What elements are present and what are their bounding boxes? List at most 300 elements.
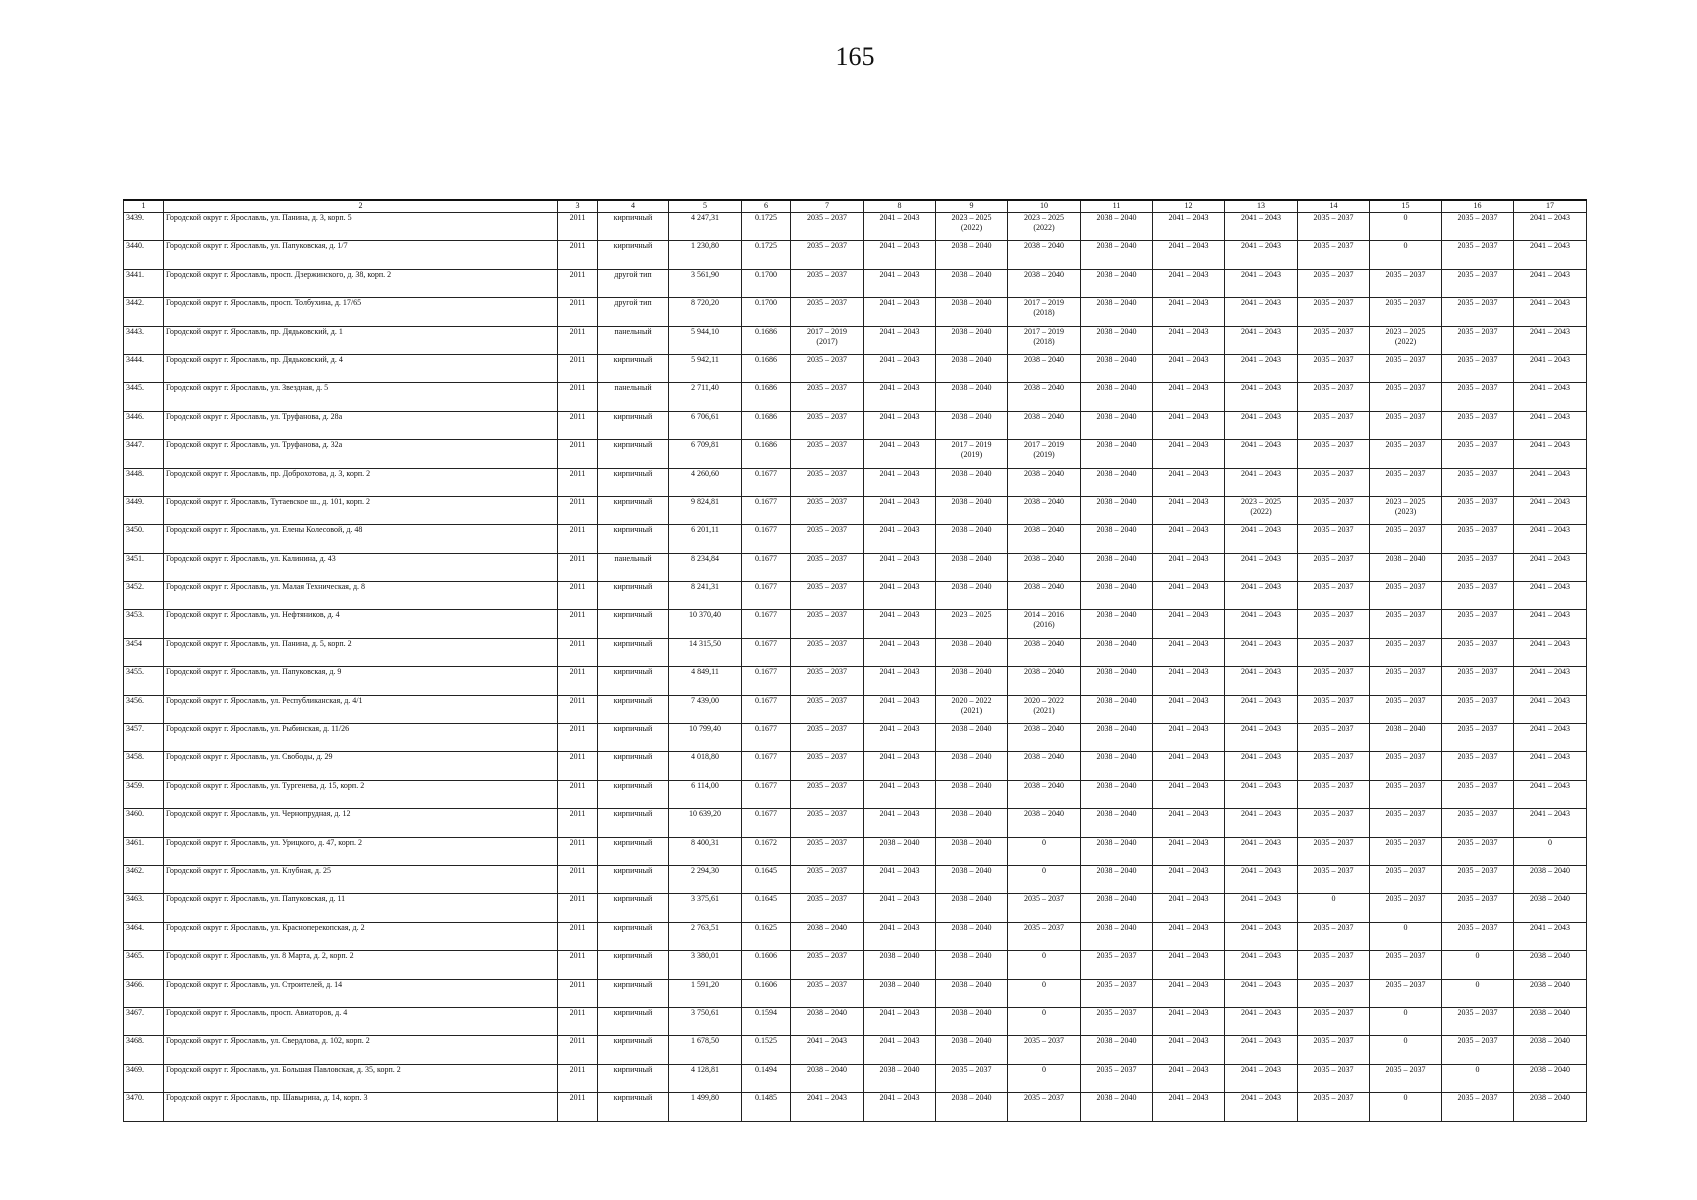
address-cell: Городской округ г. Ярославль, ул. Звездная, д. 5 [164, 383, 558, 411]
data-cell: 2041 – 2043 [1153, 610, 1225, 638]
data-cell: 2038 – 2040 [1008, 525, 1081, 553]
data-cell: 2041 – 2043 [864, 496, 936, 524]
data-cell: 2041 – 2043 [864, 326, 936, 354]
data-cell: 2038 – 2040 [1081, 383, 1153, 411]
data-cell: 2041 – 2043 [1153, 1064, 1225, 1092]
table-row [124, 582, 1587, 610]
table-row [124, 1064, 1587, 1092]
data-cell: 2035 – 2037 [1442, 525, 1514, 553]
data-cell: кирпичный [598, 1007, 669, 1035]
data-cell: 2038 – 2040 [1081, 1093, 1153, 1121]
data-cell: 2035 – 2037 [791, 752, 864, 780]
data-cell: 2038 – 2040 [1081, 298, 1153, 326]
data-cell: 2035 – 2037 [1370, 638, 1442, 666]
data-cell: 2038 – 2040 [1514, 1093, 1587, 1121]
data-cell: кирпичный [598, 468, 669, 496]
data-cell: 2035 – 2037 [791, 610, 864, 638]
data-cell: 2041 – 2043 [1225, 354, 1298, 382]
data-cell: 2038 – 2040 [1081, 582, 1153, 610]
data-cell: 2041 – 2043 [864, 582, 936, 610]
data-cell: 2035 – 2037 [791, 383, 864, 411]
table-row [124, 213, 1587, 241]
data-cell: 2011 [558, 241, 598, 269]
data-cell: 2041 – 2043 [1225, 269, 1298, 297]
data-cell: 2035 – 2037 [1081, 1007, 1153, 1035]
data-cell: 2038 – 2040 [1081, 610, 1153, 638]
data-cell: 2041 – 2043 [1225, 865, 1298, 893]
data-cell: 2041 – 2043 [1225, 1093, 1298, 1121]
data-cell: 2011 [558, 553, 598, 581]
data-cell: 2041 – 2043 [1225, 724, 1298, 752]
data-cell: 2038 – 2040 [936, 582, 1008, 610]
data-cell: кирпичный [598, 241, 669, 269]
data-cell: 2035 – 2037 [1442, 383, 1514, 411]
data-cell: 2038 – 2040 [1081, 724, 1153, 752]
data-cell: 0.1677 [742, 468, 791, 496]
data-cell: 2035 – 2037 [1298, 610, 1370, 638]
data-cell: 2014 – 2016 (2016) [1008, 610, 1081, 638]
data-cell: 2038 – 2040 [936, 724, 1008, 752]
column-header-8: 8 [864, 200, 936, 213]
data-cell: 0.1594 [742, 1007, 791, 1035]
data-cell: 0 [1442, 1064, 1514, 1092]
data-cell: 2041 – 2043 [864, 809, 936, 837]
data-cell: 0.1686 [742, 383, 791, 411]
data-cell: 2035 – 2037 [1370, 894, 1442, 922]
address-cell: Городской округ г. Ярославль, ул. Папуковская, д. 9 [164, 667, 558, 695]
data-cell: 2038 – 2040 [1081, 213, 1153, 241]
data-cell: 0.1677 [742, 695, 791, 723]
data-cell: 2035 – 2037 [1298, 269, 1370, 297]
data-cell: 2038 – 2040 [1081, 894, 1153, 922]
data-cell: 0 [1008, 865, 1081, 893]
data-cell: 2035 – 2037 [1442, 582, 1514, 610]
data-cell: 2035 – 2037 [1442, 695, 1514, 723]
data-cell: 2011 [558, 496, 598, 524]
data-cell: 2011 [558, 1007, 598, 1035]
data-cell: 0.1494 [742, 1064, 791, 1092]
address-cell: Городской округ г. Ярославль, ул. Тургенева, д. 15, корп. 2 [164, 780, 558, 808]
data-cell: 2041 – 2043 [1153, 354, 1225, 382]
data-cell: 2011 [558, 582, 598, 610]
data-cell: 2035 – 2037 [791, 865, 864, 893]
data-cell: 2035 – 2037 [791, 411, 864, 439]
data-cell: 0.1625 [742, 922, 791, 950]
data-cell: кирпичный [598, 979, 669, 1007]
data-cell: 6 709,81 [669, 440, 742, 468]
data-cell: 0.1700 [742, 269, 791, 297]
data-cell: 2038 – 2040 [1008, 780, 1081, 808]
data-cell: 2041 – 2043 [1514, 496, 1587, 524]
data-cell: 2041 – 2043 [1225, 1007, 1298, 1035]
data-cell: 2041 – 2043 [864, 1007, 936, 1035]
data-cell: 2023 – 2025 (2022) [1225, 496, 1298, 524]
row-number-cell: 3456. [124, 695, 164, 723]
row-number-cell: 3451. [124, 553, 164, 581]
data-cell: 2041 – 2043 [864, 865, 936, 893]
data-cell: 2035 – 2037 [1370, 468, 1442, 496]
data-cell: 2038 – 2040 [936, 383, 1008, 411]
data-cell: 0.1677 [742, 610, 791, 638]
row-number-cell: 3442. [124, 298, 164, 326]
data-cell: 2035 – 2037 [791, 496, 864, 524]
data-cell: 6 706,61 [669, 411, 742, 439]
column-header-4: 4 [598, 200, 669, 213]
data-cell: 0.1606 [742, 951, 791, 979]
data-cell: 2035 – 2037 [1442, 1007, 1514, 1035]
data-cell: 2011 [558, 411, 598, 439]
row-number-cell: 3466. [124, 979, 164, 1007]
data-cell: 0 [1370, 1007, 1442, 1035]
data-cell: 2035 – 2037 [1442, 440, 1514, 468]
data-cell: 2041 – 2043 [1153, 865, 1225, 893]
row-number-cell: 3443. [124, 326, 164, 354]
data-cell: 2038 – 2040 [1008, 809, 1081, 837]
data-cell: кирпичный [598, 411, 669, 439]
data-cell: 0 [1514, 837, 1587, 865]
data-cell: 2035 – 2037 [1298, 780, 1370, 808]
data-cell: 2035 – 2037 [1298, 241, 1370, 269]
row-number-cell: 3467. [124, 1007, 164, 1035]
row-number-cell: 3464. [124, 922, 164, 950]
data-cell: 2035 – 2037 [1298, 1036, 1370, 1064]
data-cell: 2035 – 2037 [1442, 610, 1514, 638]
data-cell: 0.1672 [742, 837, 791, 865]
data-cell: 0 [1442, 979, 1514, 1007]
row-number-cell: 3444. [124, 354, 164, 382]
data-cell: 2023 – 2025 (2022) [1008, 213, 1081, 241]
data-cell: 10 639,20 [669, 809, 742, 837]
data-cell: 0.1686 [742, 440, 791, 468]
row-number-cell: 3448. [124, 468, 164, 496]
data-cell: 2041 – 2043 [1225, 468, 1298, 496]
data-cell: 2041 – 2043 [1153, 979, 1225, 1007]
data-cell: 2011 [558, 894, 598, 922]
data-cell: панельный [598, 383, 669, 411]
data-cell: 2011 [558, 979, 598, 1007]
data-cell: 2041 – 2043 [1225, 695, 1298, 723]
data-cell: 2035 – 2037 [1298, 553, 1370, 581]
table-row [124, 298, 1587, 326]
data-cell: кирпичный [598, 695, 669, 723]
data-cell: 2038 – 2040 [936, 837, 1008, 865]
data-cell: 2035 – 2037 [1442, 354, 1514, 382]
data-cell: 2038 – 2040 [936, 752, 1008, 780]
row-number-cell: 3450. [124, 525, 164, 553]
data-cell: 2041 – 2043 [1514, 582, 1587, 610]
data-cell: 2041 – 2043 [1153, 496, 1225, 524]
data-cell: 2041 – 2043 [1153, 809, 1225, 837]
data-cell: 2035 – 2037 [1442, 496, 1514, 524]
address-cell: Городской округ г. Ярославль, ул. Свободы, д. 29 [164, 752, 558, 780]
data-cell: 2035 – 2037 [791, 269, 864, 297]
column-header-6: 6 [742, 200, 791, 213]
row-number-cell: 3455. [124, 667, 164, 695]
data-cell: 2041 – 2043 [864, 269, 936, 297]
data-cell: 2041 – 2043 [1225, 979, 1298, 1007]
data-cell: 2035 – 2037 [1298, 496, 1370, 524]
data-cell: 8 241,31 [669, 582, 742, 610]
data-cell: 2020 – 2022 (2021) [936, 695, 1008, 723]
data-cell: 2035 – 2037 [936, 1064, 1008, 1092]
column-header-14: 14 [1298, 200, 1370, 213]
data-cell: 2038 – 2040 [1370, 724, 1442, 752]
data-cell: 2038 – 2040 [1008, 354, 1081, 382]
data-cell: 2041 – 2043 [864, 922, 936, 950]
data-cell: 2038 – 2040 [1008, 724, 1081, 752]
data-cell: 2041 – 2043 [864, 780, 936, 808]
address-cell: Городской округ г. Ярославль, пр. Шавырина, д. 14, корп. 3 [164, 1093, 558, 1121]
data-cell: 2041 – 2043 [1153, 667, 1225, 695]
data-cell: 2023 – 2025 [936, 610, 1008, 638]
row-number-cell: 3459. [124, 780, 164, 808]
address-cell: Городской округ г. Ярославль, ул. Панина, д. 3, корп. 5 [164, 213, 558, 241]
data-cell: 2035 – 2037 [1370, 752, 1442, 780]
data-cell: 10 370,40 [669, 610, 742, 638]
data-cell: 2038 – 2040 [936, 525, 1008, 553]
data-cell: 2041 – 2043 [864, 525, 936, 553]
address-cell: Городской округ г. Ярославль, ул. Малая Техническая, д. 8 [164, 582, 558, 610]
data-cell: 2041 – 2043 [1514, 525, 1587, 553]
data-cell: 2041 – 2043 [864, 894, 936, 922]
data-cell: 2035 – 2037 [791, 553, 864, 581]
data-cell: 2035 – 2037 [791, 951, 864, 979]
data-cell: 2038 – 2040 [936, 496, 1008, 524]
data-cell: 2038 – 2040 [936, 411, 1008, 439]
data-cell: 2035 – 2037 [791, 667, 864, 695]
data-cell: 2038 – 2040 [1081, 354, 1153, 382]
data-cell: 2038 – 2040 [1081, 326, 1153, 354]
table-row [124, 1007, 1587, 1035]
data-cell: 2038 – 2040 [936, 326, 1008, 354]
data-cell: 0 [1442, 951, 1514, 979]
data-cell: 0.1725 [742, 241, 791, 269]
data-cell: 0.1645 [742, 894, 791, 922]
data-cell: 2035 – 2037 [791, 298, 864, 326]
data-cell: 2038 – 2040 [936, 894, 1008, 922]
address-cell: Городской округ г. Ярославль, пр. Дядьковский, д. 1 [164, 326, 558, 354]
data-cell: 2011 [558, 354, 598, 382]
table-row [124, 553, 1587, 581]
data-cell: 2041 – 2043 [1514, 724, 1587, 752]
data-cell: 2035 – 2037 [1370, 298, 1442, 326]
table-row [124, 496, 1587, 524]
data-cell: 2035 – 2037 [791, 582, 864, 610]
data-cell: 2035 – 2037 [1442, 638, 1514, 666]
data-cell: 2035 – 2037 [1298, 383, 1370, 411]
data-cell: 2035 – 2037 [1081, 1064, 1153, 1092]
data-cell: 2038 – 2040 [936, 241, 1008, 269]
address-cell: Городской округ г. Ярославль, ул. Папуковская, д. 11 [164, 894, 558, 922]
data-cell: 2035 – 2037 [1298, 638, 1370, 666]
data-cell: 2038 – 2040 [1081, 468, 1153, 496]
data-cell: 2035 – 2037 [1370, 354, 1442, 382]
data-cell: 0.1677 [742, 667, 791, 695]
row-number-cell: 3447. [124, 440, 164, 468]
data-cell: 2035 – 2037 [1298, 667, 1370, 695]
data-cell: 2041 – 2043 [864, 1036, 936, 1064]
data-cell: 2035 – 2037 [1442, 241, 1514, 269]
data-cell: 2017 – 2019 (2018) [1008, 326, 1081, 354]
data-cell: 2041 – 2043 [864, 241, 936, 269]
data-cell: 2020 – 2022 (2021) [1008, 695, 1081, 723]
data-cell: 2041 – 2043 [1225, 837, 1298, 865]
data-cell: 2041 – 2043 [1153, 780, 1225, 808]
column-header-9: 9 [936, 200, 1008, 213]
data-cell: 2035 – 2037 [791, 525, 864, 553]
data-cell: 2041 – 2043 [1153, 468, 1225, 496]
data-cell: 2011 [558, 865, 598, 893]
data-cell: 2038 – 2040 [1008, 553, 1081, 581]
table-row [124, 809, 1587, 837]
data-cell: 2041 – 2043 [1153, 383, 1225, 411]
data-cell: 2041 – 2043 [1514, 269, 1587, 297]
address-cell: Городской округ г. Ярославль, пр. Дядьковский, д. 4 [164, 354, 558, 382]
data-cell: 2041 – 2043 [1153, 582, 1225, 610]
column-header-15: 15 [1370, 200, 1442, 213]
data-cell: кирпичный [598, 496, 669, 524]
data-cell: 2038 – 2040 [1514, 951, 1587, 979]
data-cell: 2038 – 2040 [936, 951, 1008, 979]
row-number-cell: 3439. [124, 213, 164, 241]
column-header-17: 17 [1514, 200, 1587, 213]
data-cell: 2041 – 2043 [864, 213, 936, 241]
data-cell: 2041 – 2043 [1514, 695, 1587, 723]
data-cell: 2041 – 2043 [791, 1036, 864, 1064]
data-cell: 2041 – 2043 [1225, 213, 1298, 241]
data-cell: 2041 – 2043 [1225, 610, 1298, 638]
data-cell: 2035 – 2037 [1298, 979, 1370, 1007]
data-cell: кирпичный [598, 865, 669, 893]
data-cell: 2011 [558, 780, 598, 808]
table-row [124, 638, 1587, 666]
data-cell: 2041 – 2043 [864, 724, 936, 752]
data-cell: 2035 – 2037 [1442, 780, 1514, 808]
data-cell: 2041 – 2043 [1153, 1093, 1225, 1121]
data-cell: 2035 – 2037 [1442, 865, 1514, 893]
data-cell: 2035 – 2037 [1298, 468, 1370, 496]
address-cell: Городской округ г. Ярославль, просп. Дзержинского, д. 38, корп. 2 [164, 269, 558, 297]
address-cell: Городской округ г. Ярославль, ул. Панина, д. 5, корп. 2 [164, 638, 558, 666]
data-cell: 2038 – 2040 [1081, 525, 1153, 553]
data-cell: 2035 – 2037 [791, 354, 864, 382]
data-cell: 2035 – 2037 [791, 894, 864, 922]
data-cell: 2035 – 2037 [791, 780, 864, 808]
data-cell: 2038 – 2040 [936, 979, 1008, 1007]
data-cell: 1 499,80 [669, 1093, 742, 1121]
column-header-3: 3 [558, 200, 598, 213]
data-cell: 2017 – 2019 (2017) [791, 326, 864, 354]
data-cell: 2041 – 2043 [1514, 241, 1587, 269]
data-cell: кирпичный [598, 440, 669, 468]
data-cell: 2035 – 2037 [1370, 440, 1442, 468]
data-cell: 2011 [558, 752, 598, 780]
data-cell: кирпичный [598, 837, 669, 865]
table-row [124, 1036, 1587, 1064]
data-cell: 2038 – 2040 [1081, 241, 1153, 269]
data-cell: 2041 – 2043 [864, 468, 936, 496]
data-cell: 2038 – 2040 [936, 1007, 1008, 1035]
data-cell: 2038 – 2040 [1081, 695, 1153, 723]
data-cell: 2011 [558, 1093, 598, 1121]
data-cell: 2041 – 2043 [1225, 667, 1298, 695]
data-cell: 2038 – 2040 [1081, 809, 1153, 837]
data-cell: 2011 [558, 922, 598, 950]
address-cell: Городской округ г. Ярославль, пр. Доброхотова, д. 3, корп. 2 [164, 468, 558, 496]
data-cell: 2017 – 2019 (2019) [1008, 440, 1081, 468]
address-cell: Городской округ г. Ярославль, ул. Елены Колесовой, д. 48 [164, 525, 558, 553]
address-cell: Городской округ г. Ярославль, просп. Толбухина, д. 17/65 [164, 298, 558, 326]
data-cell: 2041 – 2043 [1153, 638, 1225, 666]
table-row [124, 979, 1587, 1007]
data-cell: 2041 – 2043 [1514, 780, 1587, 808]
data-cell: 3 375,61 [669, 894, 742, 922]
data-cell: 2035 – 2037 [1298, 298, 1370, 326]
data-cell: 2038 – 2040 [791, 1007, 864, 1035]
table-row [124, 780, 1587, 808]
data-cell: 5 944,10 [669, 326, 742, 354]
data-cell: 2035 – 2037 [1370, 809, 1442, 837]
data-cell: кирпичный [598, 213, 669, 241]
data-cell: 2041 – 2043 [1153, 411, 1225, 439]
data-cell: 2035 – 2037 [791, 468, 864, 496]
data-cell: 0.1677 [742, 496, 791, 524]
data-cell: кирпичный [598, 752, 669, 780]
data-cell: 2017 – 2019 (2019) [936, 440, 1008, 468]
data-cell: 2035 – 2037 [1370, 951, 1442, 979]
data-cell: 2041 – 2043 [1514, 638, 1587, 666]
column-header-11: 11 [1081, 200, 1153, 213]
data-cell: 2041 – 2043 [791, 1093, 864, 1121]
data-cell: 2038 – 2040 [1081, 837, 1153, 865]
data-cell: 2 711,40 [669, 383, 742, 411]
data-cell: 2038 – 2040 [936, 269, 1008, 297]
data-cell: 2035 – 2037 [1298, 951, 1370, 979]
table-row [124, 894, 1587, 922]
data-cell: 2035 – 2037 [1442, 468, 1514, 496]
data-cell: 2035 – 2037 [1442, 752, 1514, 780]
table-row [124, 837, 1587, 865]
data-cell: 2038 – 2040 [1081, 440, 1153, 468]
row-number-cell: 3460. [124, 809, 164, 837]
data-cell: 2038 – 2040 [936, 298, 1008, 326]
data-cell: 8 234,84 [669, 553, 742, 581]
data-cell: 2035 – 2037 [1008, 1036, 1081, 1064]
data-cell: 2035 – 2037 [791, 809, 864, 837]
data-cell: 2041 – 2043 [1153, 1036, 1225, 1064]
data-cell: 2023 – 2025 (2022) [1370, 326, 1442, 354]
data-cell: 2041 – 2043 [1514, 326, 1587, 354]
data-cell: 2035 – 2037 [1370, 411, 1442, 439]
data-cell: 2038 – 2040 [1514, 979, 1587, 1007]
data-cell: другой тип [598, 269, 669, 297]
data-cell: 2035 – 2037 [1298, 213, 1370, 241]
data-cell: 2038 – 2040 [791, 1064, 864, 1092]
data-cell: 2038 – 2040 [1514, 1007, 1587, 1035]
data-cell: 2038 – 2040 [936, 468, 1008, 496]
data-cell: 2038 – 2040 [791, 922, 864, 950]
data-cell: 2035 – 2037 [1442, 1093, 1514, 1121]
data-cell: кирпичный [598, 724, 669, 752]
data-cell: 2041 – 2043 [1153, 326, 1225, 354]
data-cell: кирпичный [598, 809, 669, 837]
column-header-5: 5 [669, 200, 742, 213]
data-cell: 2035 – 2037 [1442, 809, 1514, 837]
data-cell: 1 591,20 [669, 979, 742, 1007]
data-cell: 2035 – 2037 [1442, 269, 1514, 297]
data-cell: 2041 – 2043 [864, 354, 936, 382]
data-cell: 2035 – 2037 [1298, 922, 1370, 950]
